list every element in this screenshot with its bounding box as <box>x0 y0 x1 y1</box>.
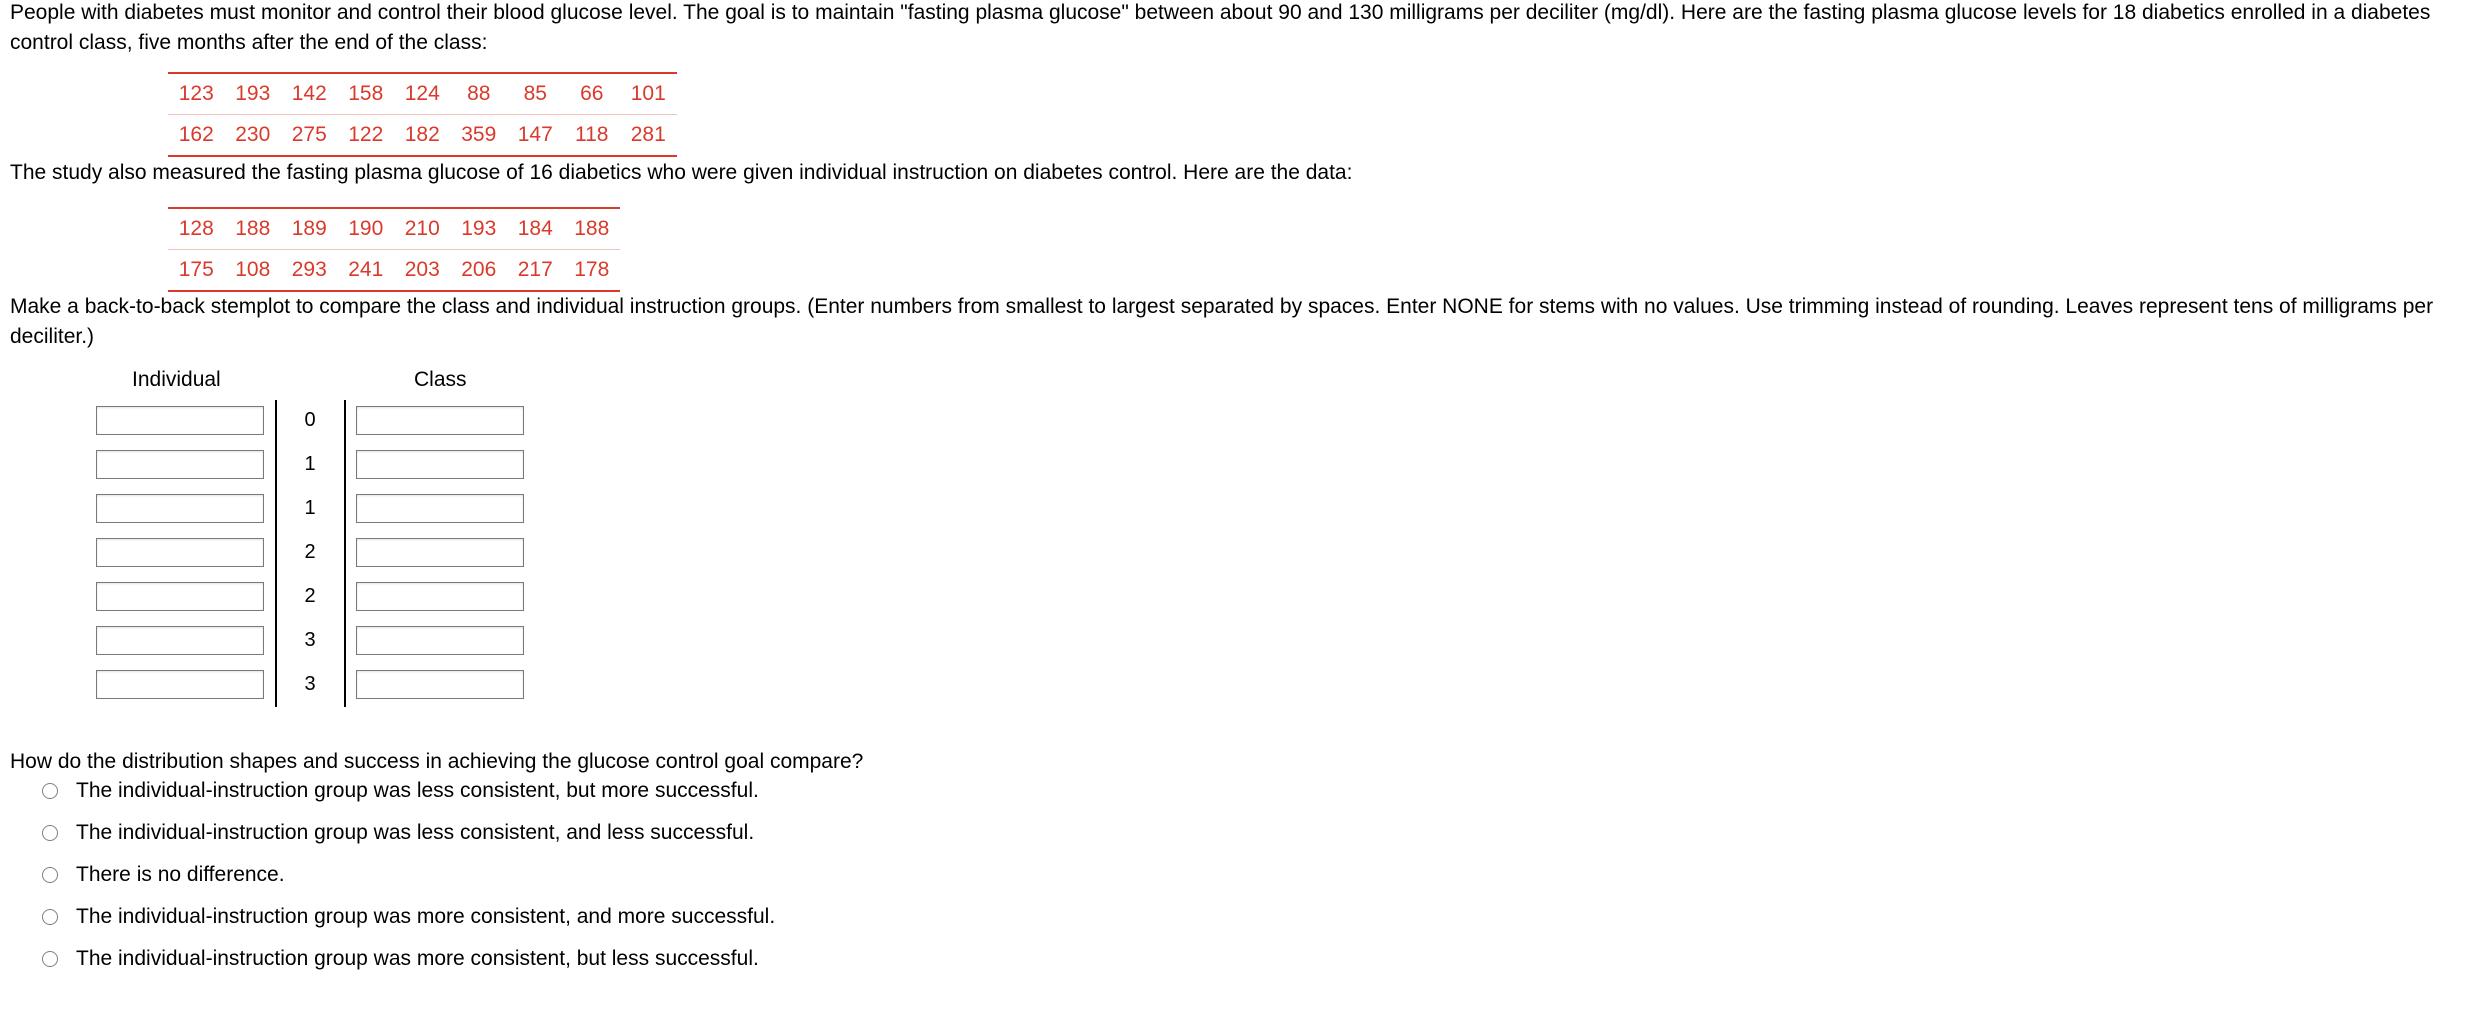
data-cell: 189 <box>291 217 327 240</box>
data-cell: 188 <box>574 217 610 240</box>
class-data-row-1 <box>168 74 677 114</box>
class-leaves-input-stem-1a[interactable] <box>356 450 524 479</box>
individual-leaves-input-stem-2b[interactable] <box>96 582 264 611</box>
individual-leaves-input-stem-1b[interactable] <box>96 494 264 523</box>
data-cell: 359 <box>461 123 497 146</box>
individual-leaves-input-stem-1a[interactable] <box>96 450 264 479</box>
answer-option-5[interactable] <box>42 947 759 971</box>
individual-intro-paragraph: The study also measured the fasting plasma glucose of 16 diabetics who were given individual instruction on diabetes control. Here are the data: <box>10 161 1353 184</box>
data-cell: 162 <box>178 123 214 146</box>
data-cell: 101 <box>630 82 666 105</box>
individual-leaves-input-stem-2a[interactable] <box>96 538 264 567</box>
answer-option-label: The individual-instruction group was more consistent, but less successful. <box>76 947 759 970</box>
data-cell: 193 <box>461 217 497 240</box>
data-cell: 210 <box>404 217 440 240</box>
answer-option-4[interactable] <box>42 905 775 929</box>
stem-label: 1 <box>304 497 316 519</box>
data-cell: 122 <box>348 123 384 146</box>
radio-button[interactable] <box>42 951 58 967</box>
stemplot-instructions: Make a back-to-back stemplot to compare the class and individual instruction groups. (Enter numbers from smallest to largest separated by spaces. Enter NONE for stems with no values. Use trimming instead of rounding. Leaves represent tens of milligrams per deciliter.) <box>10 295 2434 348</box>
answer-option-label: The individual-instruction group was less consistent, but more successful. <box>76 779 759 802</box>
stem-label: 1 <box>304 453 316 475</box>
data-cell: 118 <box>575 123 609 146</box>
class-leaves-input-stem-0[interactable] <box>356 406 524 435</box>
data-cell: 206 <box>461 258 497 281</box>
data-cell: 128 <box>178 217 214 240</box>
data-cell: 88 <box>467 82 491 105</box>
stem-label: 3 <box>304 629 316 651</box>
data-cell: 158 <box>348 82 384 105</box>
answer-option-label: The individual-instruction group was more consistent, and more successful. <box>76 905 776 928</box>
question-text: How do the distribution shapes and success in achieving the glucose control goal compare? <box>10 750 864 773</box>
class-leaves-input-stem-1b[interactable] <box>356 494 524 523</box>
data-cell: 182 <box>404 123 440 146</box>
data-cell: 293 <box>291 258 327 281</box>
data-cell: 203 <box>404 258 440 281</box>
class-data-row-2 <box>168 114 677 155</box>
individual-data-row-2 <box>168 249 620 290</box>
data-cell: 123 <box>178 82 214 105</box>
individual-leaves-input-stem-3b[interactable] <box>96 670 264 699</box>
stem-label: 0 <box>304 409 316 431</box>
answer-option-1[interactable] <box>42 779 759 803</box>
data-cell: 124 <box>404 82 440 105</box>
data-cell: 230 <box>235 123 271 146</box>
data-cell: 190 <box>348 217 384 240</box>
radio-button[interactable] <box>42 825 58 841</box>
class-header: Class <box>414 368 467 391</box>
individual-leaves-input-stem-3a[interactable] <box>96 626 264 655</box>
class-leaves-input-stem-2b[interactable] <box>356 582 524 611</box>
stem-label: 2 <box>304 541 316 563</box>
stemplot-left-divider <box>275 400 277 707</box>
data-cell: 281 <box>630 123 666 146</box>
data-cell: 142 <box>291 82 327 105</box>
stemplot-right-divider <box>344 400 346 707</box>
stem-label: 3 <box>304 673 316 695</box>
data-cell: 188 <box>235 217 271 240</box>
data-cell: 217 <box>517 258 553 281</box>
class-data-table <box>168 72 677 157</box>
data-cell: 66 <box>580 82 604 105</box>
radio-button[interactable] <box>42 783 58 799</box>
intro-paragraph: People with diabetes must monitor and control their blood glucose level. The goal is to maintain "fasting plasma glucose" between about 90 and 130 milligrams per deciliter (mg/dl). Here are the fasting plasma glucose levels for 18 diabetics enrolled in a diabetes control class, five months after the end of the class: <box>10 1 2431 54</box>
data-cell: 85 <box>523 82 547 105</box>
class-leaves-input-stem-3b[interactable] <box>356 670 524 699</box>
individual-header: Individual <box>132 368 221 391</box>
data-cell: 184 <box>517 217 553 240</box>
data-cell: 108 <box>235 258 271 281</box>
stem-label: 2 <box>304 585 316 607</box>
radio-button[interactable] <box>42 867 58 883</box>
data-cell: 147 <box>517 123 553 146</box>
answer-option-label: There is no difference. <box>76 863 285 886</box>
individual-data-row-1 <box>168 209 620 249</box>
data-cell: 241 <box>348 258 384 281</box>
class-leaves-input-stem-2a[interactable] <box>356 538 524 567</box>
data-cell: 175 <box>178 258 214 281</box>
class-leaves-input-stem-3a[interactable] <box>356 626 524 655</box>
answer-option-label: The individual-instruction group was less consistent, and less successful. <box>76 821 755 844</box>
data-cell: 193 <box>235 82 271 105</box>
radio-button[interactable] <box>42 909 58 925</box>
answer-option-3[interactable] <box>42 863 285 887</box>
data-cell: 275 <box>291 123 327 146</box>
answer-option-2[interactable] <box>42 821 754 845</box>
data-cell: 178 <box>574 258 610 281</box>
individual-leaves-input-stem-0[interactable] <box>96 406 264 435</box>
individual-data-table <box>168 207 620 292</box>
